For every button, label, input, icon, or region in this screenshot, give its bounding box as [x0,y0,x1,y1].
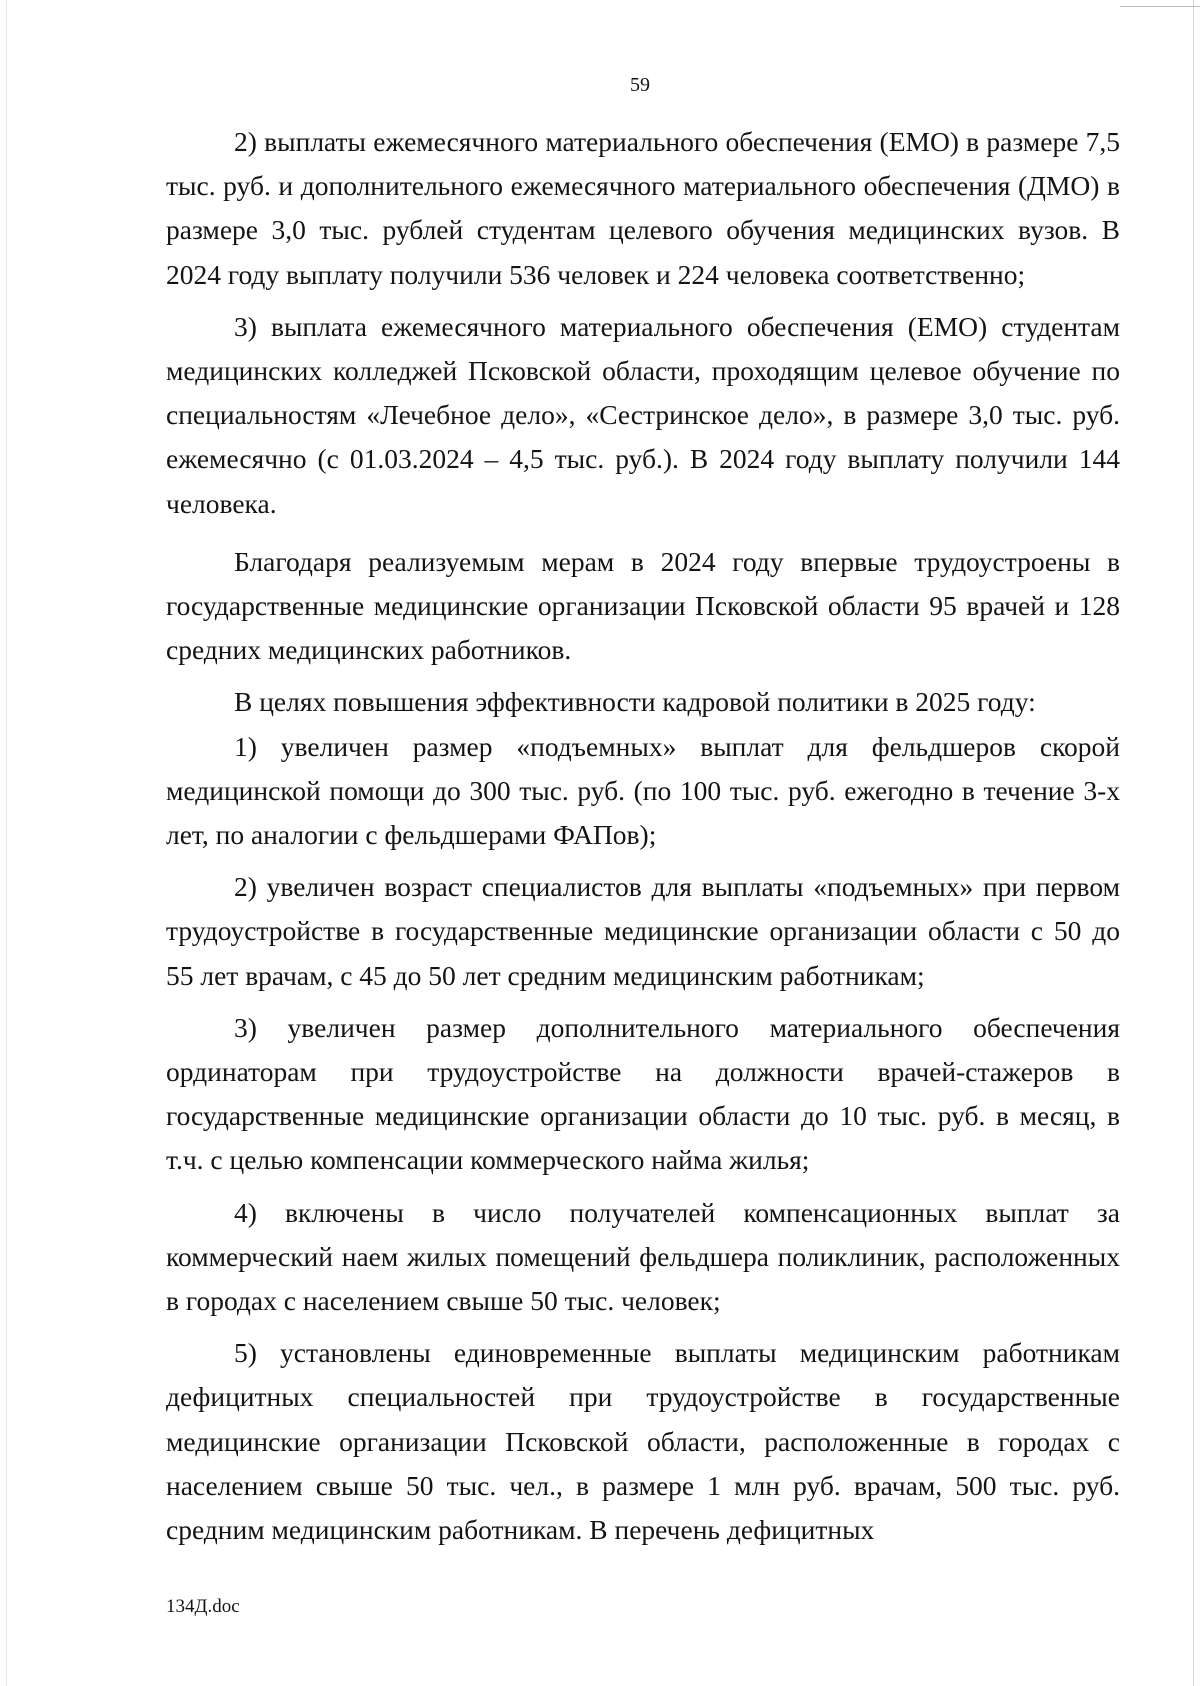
scan-edge-left [6,0,7,1686]
scan-edge-right [1193,0,1194,1686]
paragraph-emo-dmo: 2) выплаты ежемесячного материального обеспечения (ЕМО) в размере 7,5 тыс. руб. и дополнительного ежемесячного материального обеспечения (ДМО) в размере 3,0 тыс. рублей студентам целевого обучения медицинских вузов. В 2024 году выплату получили 536 человек и 224 человека соответственно; [166,126,1120,290]
page-number: 59 [630,74,650,96]
footer-filename: 134Д.doc [166,1596,240,1617]
paragraph-policy-2025-intro: В целях повышения эффективности кадровой политики в 2025 году: [234,686,1036,718]
paragraph-measure-2: 2) увеличен возраст специалистов для выплаты «подъемных» при первом трудоустройстве в государственные медицинские организации области с 50 до 55 лет врачам, с 45 до 50 лет средним медицинским работникам; [166,871,1120,991]
document-body [166,120,1120,1552]
scan-corner-line [1120,6,1200,7]
paragraph-measure-4: 4) включены в число получателей компенсационных выплат за коммерческий наем жилых помещений фельдшера поликлиник, расположенных в городах с населением свыше 50 тыс. человек; [166,1196,1120,1317]
paragraph-measure-3: 3) увеличен размер дополнительного материального обеспечения ординаторам при трудоустройстве на должности врачей-стажеров в государственные медицинские организации области до 10 тыс. руб. в месяц, в т.ч. с целью компенсации коммерческого найма жилья; [166,1011,1120,1176]
paragraph-measure-5: 5) установлены единовременные выплаты медицинским работникам дефицитных специальностей при трудоустройстве в государственные медицинские организации Псковской области, расположенные в городах с населением свыше 50 тыс. чел., в размере 1 млн руб. врачам, 500 тыс. руб. средним медицинским работникам. В перечень дефицитных [166,1337,1120,1546]
paragraph-emo-colleges: 3) выплата ежемесячного материального обеспечения (ЕМО) студентам медицинских колледжей Псковской области, проходящим целевое обучение по специальностям «Лечебное дело», «Сестринское дело», в размере 3,0 тыс. руб. ежемесячно (с 01.03.2024 – 4,5 тыс. руб.). В 2024 году выплату получили 144 человека. [166,310,1120,519]
paragraph-measure-1: 1) увеличен размер «подъемных» выплат для фельдшеров скорой медицинской помощи до 300 тыс. руб. (по 100 тыс. руб. ежегодно в течение 3-х лет, по аналогии с фельдшерами ФАПов); [166,730,1120,851]
paragraph-results-2024: Благодаря реализуемым мерам в 2024 году впервые трудоустроены в государственные медицинские организации Псковской области 95 врачей и 128 средних медицинских работников. [166,545,1120,666]
